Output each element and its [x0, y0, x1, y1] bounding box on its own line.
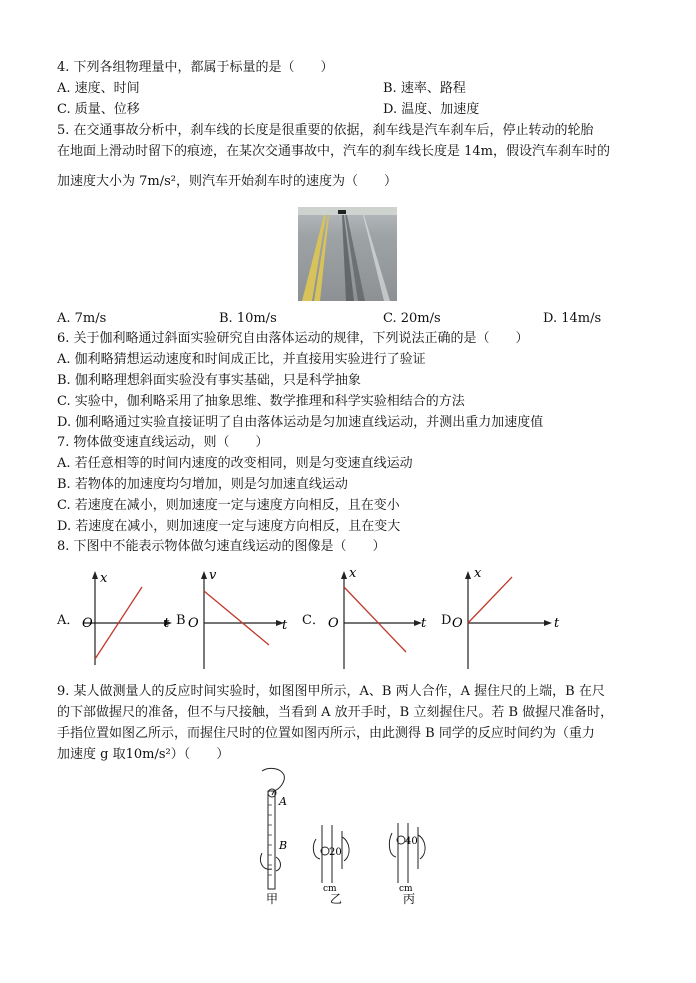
graph-c-line — [344, 587, 406, 652]
point-b-label: B — [279, 839, 288, 852]
graph-d — [450, 565, 565, 675]
q5-option-c: C. 20m/s — [383, 311, 441, 326]
q9-stem-line4: 加速度 g 取10m/s²）（ ） — [57, 747, 230, 762]
graph-c-y-arrow — [341, 571, 347, 579]
graph-a-option-label: A． — [57, 613, 80, 628]
q6-stem: 6. 关于伽利略通过斜面实验研究自由落体运动的规律，下列说法正确的是（ ） — [57, 331, 529, 346]
graph-b — [188, 565, 298, 675]
graph-a-origin: O — [82, 616, 93, 631]
graph-a-y-arrow — [92, 571, 98, 579]
graph-a-ylabel: x — [100, 571, 108, 586]
q9-stem-line1: 9. 某人做测量人的反应时间实验时，如图图甲所示，A、B 两人合作，A 握住尺的上端，B 在尺 — [57, 684, 605, 699]
q4-option-d: D. 温度、加速度 — [383, 102, 480, 117]
graph-d-ylabel: x — [474, 566, 482, 581]
q5-option-b: B. 10m/s — [219, 311, 277, 326]
q5-stem-line3: 加速度大小为 7m/s²，则汽车开始刹车时的速度为（ ） — [57, 174, 397, 189]
label-bing: 丙 — [403, 892, 416, 906]
graph-b-option-label: B — [176, 613, 186, 628]
graph-c-xlabel: t — [421, 616, 427, 631]
graph-b-xlabel: t — [282, 618, 288, 633]
q6-option-d: D. 伽利略通过实验直接证明了自由落体运动是匀加速直线运动，并测出重力加速度值 — [57, 415, 544, 430]
graph-d-xlabel: t — [554, 616, 560, 631]
q6-option-a: A. 伽利略猜想运动速度和时间成正比，并直接用实验进行了验证 — [57, 352, 426, 367]
graph-d-option-label: D — [441, 613, 452, 628]
q4-option-c: C. 质量、位移 — [57, 102, 140, 117]
q5-option-d: D. 14m/s — [543, 311, 602, 326]
graph-d-origin: O — [452, 616, 463, 631]
ruler-mark-40: 40 — [405, 836, 418, 847]
graph-c-origin: O — [328, 616, 339, 631]
unit-yi: cm — [323, 884, 337, 894]
graph-a-xlabel: t — [164, 616, 170, 631]
graph-c — [324, 565, 434, 675]
q7-option-b: B. 若物体的加速度均匀增加，则是匀加速直线运动 — [57, 477, 348, 492]
graph-a — [78, 565, 178, 675]
q7-option-c: C. 若速度在减小，则加速度一定与速度方向相反，且在变小 — [57, 498, 400, 513]
graph-b-y-arrow — [201, 571, 207, 579]
q8-stem: 8. 下图中不能表示物体做匀速直线运动的图像是（ ） — [57, 539, 386, 554]
q7-option-a: A. 若任意相等的时间内速度的改变相同，则是匀变速直线运动 — [57, 456, 413, 471]
q7-stem: 7. 物体做变速直线运动，则（ ） — [57, 435, 269, 450]
unit-bing: cm — [399, 884, 413, 894]
reaction-time-figure — [250, 765, 440, 915]
q5-option-a: A. 7m/s — [57, 311, 107, 326]
graph-d-line — [468, 577, 512, 623]
graph-c-ylabel: x — [349, 566, 357, 581]
graph-c-option-label: C． — [302, 613, 325, 628]
hand-b-sketch — [260, 853, 280, 871]
q4-option-a: A. 速度、时间 — [57, 81, 140, 96]
ruler-jia — [268, 791, 275, 889]
ruler-mark-20: 20 — [329, 847, 342, 858]
figure-bing — [389, 823, 425, 906]
q6-option-c: C. 实验中，伽利略采用了抽象思维、数学推理和科学实验相结合的方法 — [57, 394, 465, 409]
figure-yi — [313, 825, 349, 906]
q9-stem-line2: 的下部做握尺的准备，但不与尺接触，当看到 A 放开手时，B 立刻握住尺。若 B 做握尺准备时， — [57, 705, 614, 720]
graph-d-y-arrow — [465, 571, 471, 579]
q6-option-b: B. 伽利略理想斜面实验没有事实基础，只是科学抽象 — [57, 373, 361, 388]
graph-b-origin: O — [188, 616, 199, 631]
label-yi: 乙 — [330, 892, 343, 906]
q4-stem: 4. 下列各组物理量中，都属于标量的是（ ） — [57, 60, 334, 75]
q9-stem-line3: 手指位置如图乙所示，而握住尺时的位置如图丙所示，由此测得 B 同学的反应时间约为（重力 — [57, 726, 595, 741]
q7-option-d: D. 若速度在减小，则加速度一定与速度方向相反，且在变大 — [57, 519, 401, 534]
graph-d-x-arrow — [544, 620, 552, 626]
label-jia: 甲 — [266, 892, 279, 906]
q5-stem-line1: 5. 在交通事故分析中，刹车线的长度是很重要的依据，刹车线是汽车刹车后，停止转动的轮胎 — [57, 123, 594, 138]
point-a-label: A — [279, 795, 287, 808]
figure-jia — [260, 768, 287, 906]
skid-mark-photo — [298, 207, 397, 301]
q4-option-b: B. 速率、路程 — [383, 81, 466, 96]
graph-b-ylabel: v — [209, 568, 217, 583]
q5-stem-line2: 在地面上滑动时留下的痕迹，在某次交通事故中，汽车的刹车线长度是 14m，假设汽车刹车时的 — [57, 144, 611, 159]
graph-b-line — [204, 591, 269, 645]
